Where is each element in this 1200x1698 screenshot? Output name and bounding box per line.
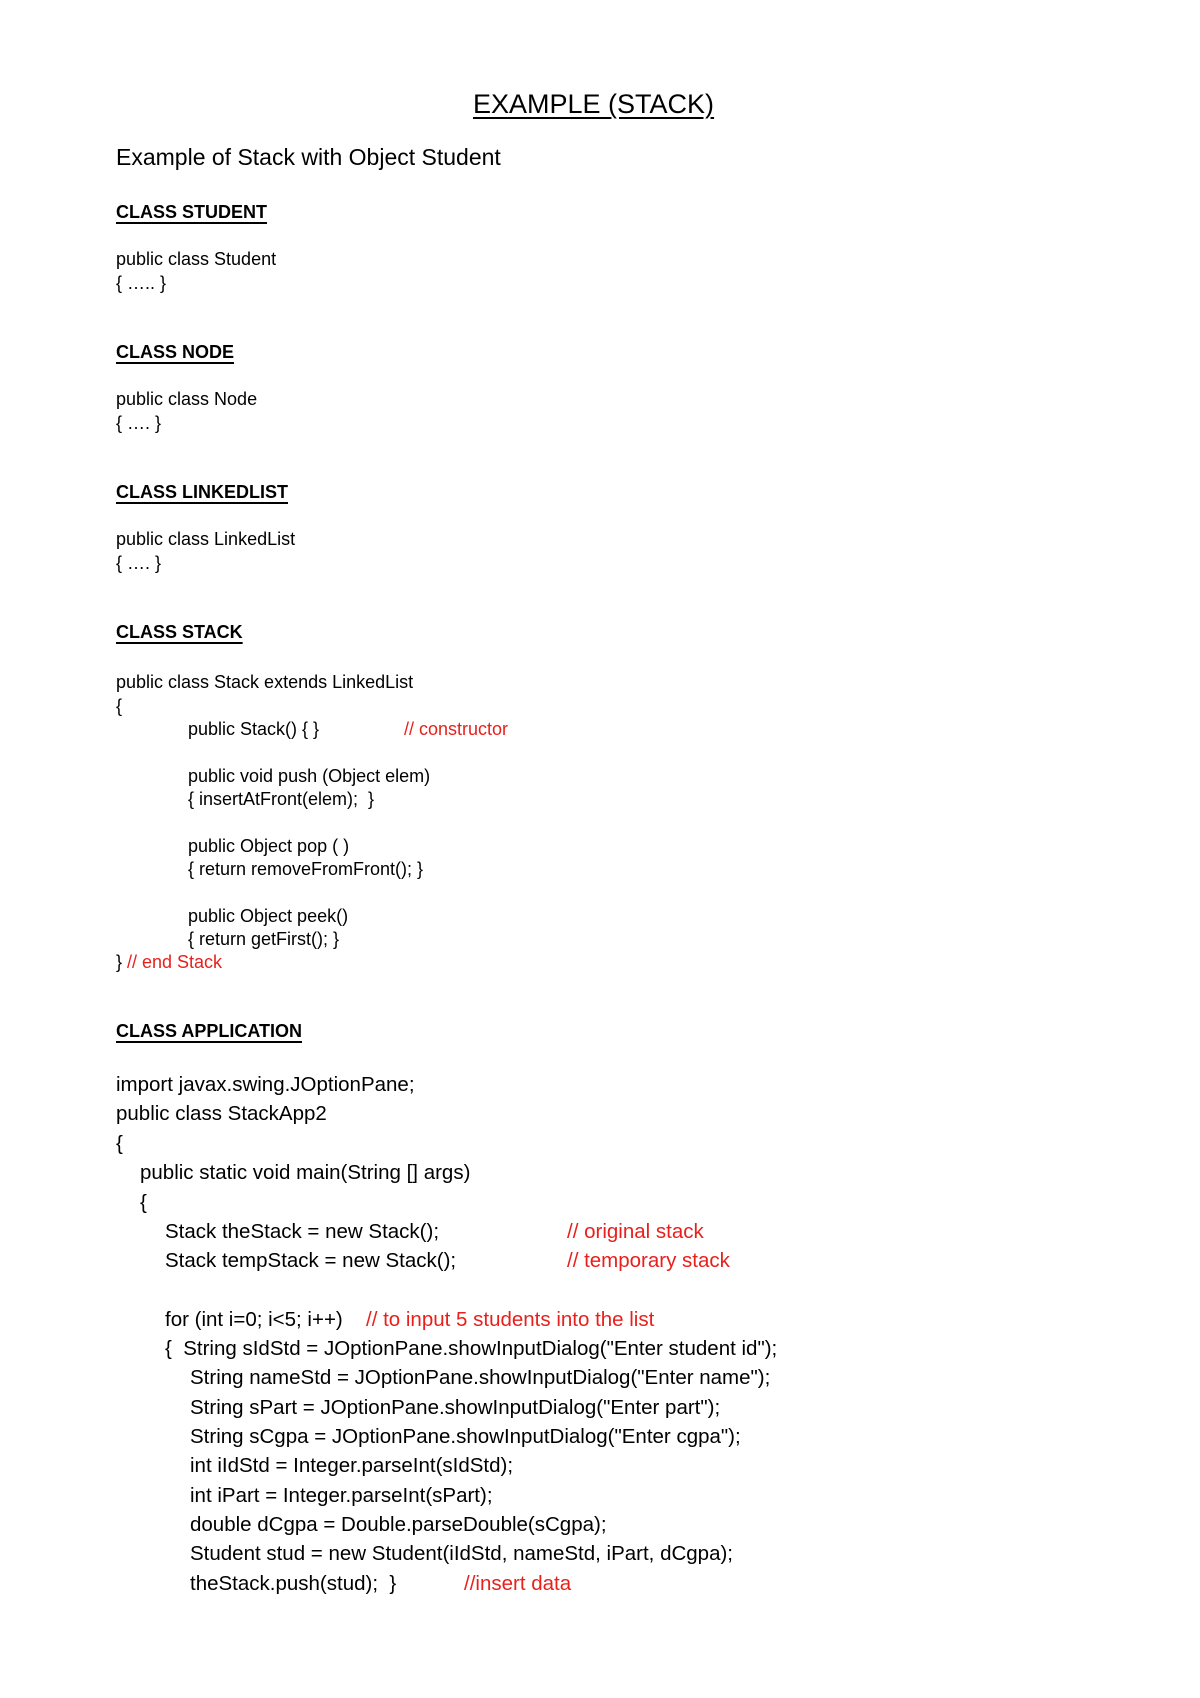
code-line: int iIdStd = Integer.parseInt(sIdStd); xyxy=(190,1454,514,1477)
stack-constructor: public Stack() { } xyxy=(188,719,320,739)
code-line: String nameStd = JOptionPane.showInputDialog("Enter name"); xyxy=(190,1366,771,1389)
section-heading-node: CLASS NODE xyxy=(116,342,235,362)
stack-close-comment: // end Stack xyxy=(127,952,223,972)
section-heading-student: CLASS STUDENT xyxy=(116,202,268,222)
code-line: { String sIdStd = JOptionPane.showInputDialog("Enter student id"); xyxy=(165,1337,778,1360)
application-import: import javax.swing.JOptionPane; xyxy=(116,1073,415,1096)
main-open-brace: { xyxy=(140,1191,147,1214)
code-line: int iPart = Integer.parseInt(sPart); xyxy=(190,1484,493,1507)
section-heading-application: CLASS APPLICATION xyxy=(116,1021,303,1041)
code-line: Student stud = new Student(iIdStd, nameStd, iPart, dCgpa); xyxy=(190,1542,733,1565)
stack-push-signature: public void push (Object elem) xyxy=(188,766,431,786)
code-line: String sCgpa = JOptionPane.showInputDialog("Enter cgpa"); xyxy=(190,1425,741,1448)
stack-pop-signature: public Object pop ( ) xyxy=(188,836,350,856)
student-class-declaration: public class Student xyxy=(116,249,277,269)
for-loop-comment: // to input 5 students into the list xyxy=(366,1308,655,1331)
stack-close-brace: } xyxy=(116,952,123,972)
push-statement: theStack.push(stud); } xyxy=(190,1572,397,1595)
section-heading-stack: CLASS STACK xyxy=(116,622,243,642)
linkedlist-class-declaration: public class LinkedList xyxy=(116,529,296,549)
stack-constructor-comment: // constructor xyxy=(404,719,509,739)
main-method-signature: public static void main(String [] args) xyxy=(140,1161,471,1184)
linkedlist-class-body: { …. } xyxy=(116,553,162,573)
student-class-body: { ….. } xyxy=(116,273,167,293)
temp-stack-comment: // temporary stack xyxy=(567,1249,730,1272)
stack-push-body: { insertAtFront(elem); } xyxy=(188,789,375,809)
page-title: EXAMPLE (STACK) xyxy=(473,89,715,119)
original-stack-declaration: Stack theStack = new Stack(); xyxy=(165,1220,440,1243)
section-heading-linkedlist: CLASS LINKEDLIST xyxy=(116,482,289,502)
code-line: double dCgpa = Double.parseDouble(sCgpa); xyxy=(190,1513,607,1536)
stack-class-declaration: public class Stack extends LinkedList xyxy=(116,672,414,692)
stack-open-brace: { xyxy=(116,696,123,716)
node-class-body: { …. } xyxy=(116,413,162,433)
page-subtitle: Example of Stack with Object Student xyxy=(116,144,501,170)
push-comment: //insert data xyxy=(464,1572,572,1595)
original-stack-comment: // original stack xyxy=(567,1220,704,1243)
stack-peek-body: { return getFirst(); } xyxy=(188,929,340,949)
application-open-brace: { xyxy=(116,1132,123,1155)
node-class-declaration: public class Node xyxy=(116,389,258,409)
stack-pop-body: { return removeFromFront(); } xyxy=(188,859,424,879)
stack-peek-signature: public Object peek() xyxy=(188,906,349,926)
temp-stack-declaration: Stack tempStack = new Stack(); xyxy=(165,1249,457,1272)
for-loop-statement: for (int i=0; i<5; i++) xyxy=(165,1308,343,1331)
application-class-declaration: public class StackApp2 xyxy=(116,1102,327,1125)
code-line: String sPart = JOptionPane.showInputDialog("Enter part"); xyxy=(190,1396,721,1419)
